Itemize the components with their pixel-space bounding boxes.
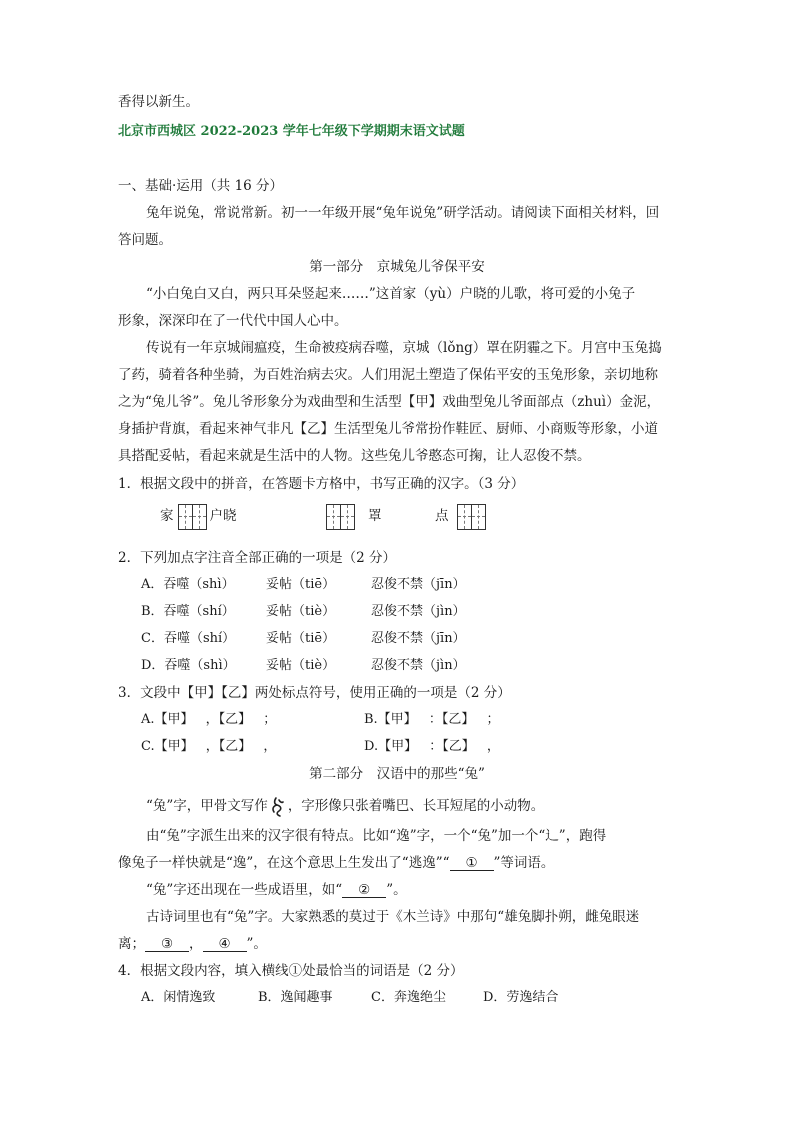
answer-box-long[interactable] — [326, 504, 354, 530]
q1-slot1-before: 家 — [160, 508, 174, 524]
question-1-answer-row — [160, 502, 237, 530]
answer-box-yu[interactable] — [178, 504, 206, 530]
q2-option-c-b: 妥帖（tiē） — [266, 631, 336, 646]
question-1-answer-row — [322, 502, 382, 530]
part1-paragraph-line: 具搭配妥帖，看起来就是生活中的人物。这些兔儿爷憨态可掬，让人忍俊不禁。 — [118, 448, 591, 464]
q2-option-b[interactable]: B．吞噬（shí） — [141, 604, 235, 619]
q3-option-c[interactable]: C.【甲】 ，【乙】 ， — [141, 739, 277, 754]
blank-4[interactable]: ④ — [203, 937, 247, 952]
part2-p4-separator: ， — [189, 936, 203, 952]
q2-option-c[interactable]: C．吞噬（shí） — [141, 631, 236, 646]
blank-3[interactable]: ③ — [145, 937, 189, 952]
q4-option-d[interactable]: D．劳逸结合 — [483, 990, 559, 1005]
q2-option-b-b: 妥帖（tiè） — [266, 604, 336, 619]
part1-paragraph-line: 传说有一年京城闹瘟疫，生命被疫病吞噬，京城（lǒng）罩在阴霾之下。月宫中玉兔捣 — [146, 340, 662, 356]
question-2-stem: 2．下列加点字注音全部正确的一项是（2 分） — [118, 550, 396, 566]
question-1-stem: 1．根据文段中的拼音，在答题卡方格中，书写正确的汉字。（3 分） — [118, 476, 525, 492]
part1-paragraph-line: “小白兔白又白，两只耳朵竖起来……”这首家（yù）户晓的儿歌，将可爱的小兔子 — [146, 286, 636, 302]
part2-p4-before: 离； — [118, 936, 145, 952]
part2-p3-before: “兔”字还出现在一些成语里，如“ — [146, 882, 343, 898]
lead-line: 香得以新生。 — [118, 94, 199, 110]
q2-option-d-b: 妥帖（tiè） — [266, 658, 336, 673]
q2-option-c-c: 忍俊不禁（jīn） — [371, 631, 466, 646]
q2-option-a-b: 妥帖（tiē） — [266, 577, 336, 592]
part2-p3-after: ”。 — [386, 882, 407, 898]
intro-line-1: 兔年说兔，常说常新。初一一年级开展“兔年说兔”研学活动。请阅读下面相关材料，回 — [146, 205, 660, 221]
part2-paragraph-line — [118, 935, 267, 953]
q2-option-d-c: 忍俊不禁（jìn） — [371, 658, 466, 673]
answer-box-zhui[interactable] — [457, 504, 485, 530]
part2-paragraph-line: 由“兔”字派生出来的汉字很有特点。比如“逸”字，一个“兔”加一个“辶”，跑得 — [146, 828, 607, 844]
question-3-stem: 3．文段中【甲】【乙】两处标点符号，使用正确的一项是（2 分） — [118, 685, 511, 701]
q3-option-a[interactable]: A.【甲】 ，【乙】 ； — [141, 712, 277, 727]
part2-paragraph-line — [146, 795, 544, 818]
q2-option-d[interactable]: D．吞噬（shì） — [141, 658, 236, 673]
q4-option-b[interactable]: B．逸闻趣事 — [258, 990, 333, 1005]
exam-title: 北京市西城区 2022-2023 学年七年级下学期期末语文试题 — [118, 124, 465, 139]
part2-paragraph-line — [146, 881, 407, 899]
part2-p1-after: ，字形像只张着嘴巴、长耳短尾的小动物。 — [287, 798, 545, 814]
intro-line-2: 答问题。 — [118, 232, 172, 248]
part1-paragraph-line: 之为“兔儿爷”。兔儿爷形象分为戏曲型和生活型【甲】戏曲型兔儿爷面部点（zhuì）金泥， — [118, 394, 661, 410]
part1-paragraph-line: 形象，深深印在了一代代中国人心中。 — [118, 313, 348, 329]
part2-heading: 第二部分 汉语中的那些“兔” — [309, 766, 485, 782]
q1-slot2-after: 罩 — [368, 508, 382, 524]
part2-paragraph-line: 古诗词里也有“兔”字。大家熟悉的莫过于《木兰诗》中那句“雄兔脚扑朔，雌兔眼迷 — [146, 909, 640, 925]
q2-option-a[interactable]: A．吞噬（shì） — [141, 577, 235, 592]
q1-slot1-after: 户晓 — [209, 508, 237, 524]
q1-slot3-before: 点 — [435, 508, 449, 524]
q4-option-a[interactable]: A．闲情逸致 — [141, 990, 216, 1005]
question-1-answer-row — [435, 502, 489, 530]
part2-p1-before: “兔”字，甲骨文写作 — [146, 798, 268, 814]
q3-option-b[interactable]: B.【甲】 ：【乙】 ； — [364, 712, 500, 727]
part1-paragraph-line: 身插护背旗，看起来神气非凡【乙】生活型兔儿爷常扮作鞋匠、厨师、小商贩等形象，小道 — [118, 421, 658, 437]
q2-option-b-c: 忍俊不禁（jìn） — [371, 604, 466, 619]
q3-option-d[interactable]: D.【甲】 ：【乙】 ， — [364, 739, 500, 754]
part2-paragraph-line — [118, 854, 554, 872]
part1-paragraph-line: 了药，骑着各种坐骑，为百姓治病去灾。人们用泥土塑造了保佑平安的玉兔形象，亲切地称 — [118, 367, 658, 383]
part1-heading: 第一部分 京城兔儿爷保平安 — [309, 259, 485, 275]
part2-p4-after: ”。 — [246, 936, 267, 952]
oracle-bone-rabbit-icon — [268, 796, 288, 818]
blank-2[interactable]: ② — [342, 883, 386, 898]
q2-option-a-c: 忍俊不禁（jīn） — [371, 577, 466, 592]
section-heading: 一、基础·运用（共 16 分） — [118, 178, 284, 194]
part2-p2-before: 像兔子一样快就是“逸”，在这个意思上生发出了“逃逸”“ — [118, 855, 450, 871]
part2-p2-after: ”等词语。 — [493, 855, 555, 871]
q4-option-c[interactable]: C．奔逸绝尘 — [371, 990, 446, 1005]
question-4-stem: 4．根据文段内容，填入横线①处最恰当的词语是（2 分） — [118, 963, 464, 979]
blank-1[interactable]: ① — [450, 856, 494, 871]
